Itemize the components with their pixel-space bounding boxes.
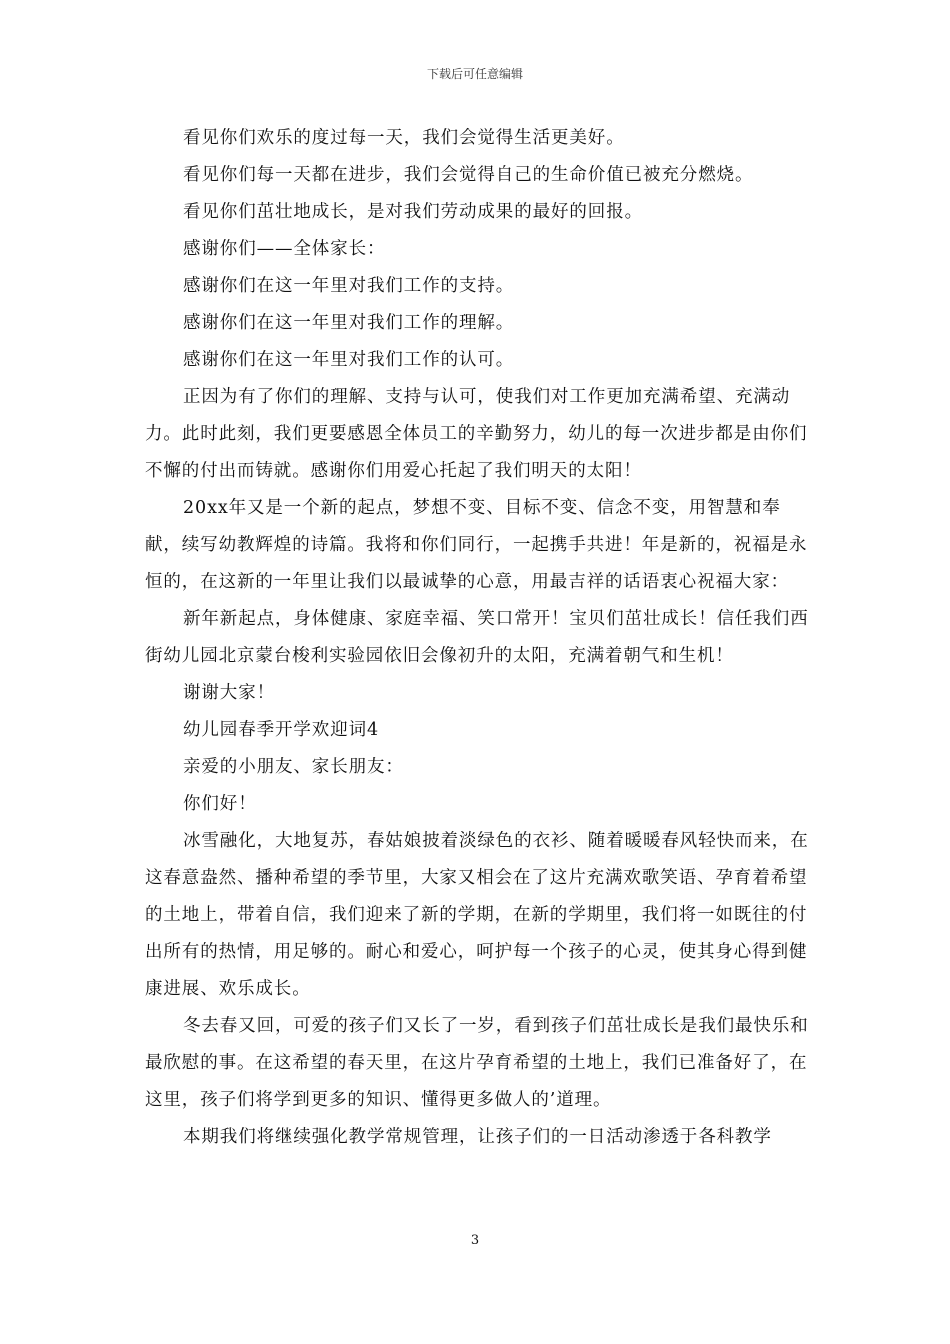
- paragraph: 谢谢大家！: [183, 683, 275, 703]
- greeting: 你们好！: [183, 794, 257, 814]
- paragraph: 冰雪融化，大地复苏，春姑娘披着淡绿色的衣衫、随着暖暖春风轻快而来，在这春意盎然、播种希望的季节里，大家又相会在了这片充满欢歌笑语、孕育着希望的土地上，带着自信，我们迎来了新的学期，在新的学期里，我们将一如既往的付出所有的热情，用足够的。耐心和爱心，呵护每一个孩子的心灵，使其身心得到健康进展、欢乐成长。: [145, 831, 809, 999]
- paragraph: 看见你们欢乐的度过每一天，我们会觉得生活更美好。: [183, 128, 625, 148]
- page-header: 下载后可任意编辑: [426, 67, 523, 81]
- paragraph: 感谢你们——全体家长：: [183, 239, 386, 259]
- page-number: 3: [470, 1233, 480, 1248]
- salutation: 亲爱的小朋友、家长朋友：: [183, 757, 404, 777]
- paragraph: 20xx年又是一个新的起点，梦想不变、目标不变、信念不变，用智慧和奉献，续写幼教辉煌的诗篇。我将和你们同行，一起携手共进！年是新的，祝福是永恒的，在这新的一年里让我们以最诚挚的心意，用最吉祥的话语衷心祝福大家：: [145, 498, 808, 592]
- paragraph: 冬去春又回，可爱的孩子们又长了一岁，看到孩子们茁壮成长是我们最快乐和最欣慰的事。在这希望的春天里，在这片孕育希望的土地上，我们已准备好了，在这里，孩子们将学到更多的知识、懂得更多做人的’道理。: [145, 1016, 809, 1110]
- paragraph: 看见你们茁壮地成长，是对我们劳动成果的最好的回报。: [183, 202, 643, 222]
- paragraph: 正因为有了你们的理解、支持与认可，使我们对工作更加充满希望、充满动力。此时此刻，我们更要感恩全体员工的辛勤努力，幼儿的每一次进步都是由你们不懈的付出而铸就。感谢你们用爱心托起了我们明天的太阳！: [145, 387, 808, 481]
- paragraph: 看见你们每一天都在进步，我们会觉得自己的生命价值已被充分燃烧。: [183, 165, 754, 185]
- paragraph: 感谢你们在这一年里对我们工作的支持。: [183, 276, 515, 296]
- paragraph: 新年新起点，身体健康、家庭幸福、笑口常开！宝贝们茁壮成长！信任我们西街幼儿园北京蒙台梭利实验园依旧会像初升的太阳，充满着朝气和生机！: [145, 609, 809, 666]
- paragraph: 感谢你们在这一年里对我们工作的理解。: [183, 313, 515, 333]
- paragraph: 感谢你们在这一年里对我们工作的认可。: [183, 350, 515, 370]
- paragraph: 本期我们将继续强化教学常规管理，让孩子们的一日活动渗透于各科教学: [183, 1127, 772, 1147]
- section-title: 幼儿园春季开学欢迎词4: [183, 720, 380, 740]
- body-text: [145, 120, 815, 1156]
